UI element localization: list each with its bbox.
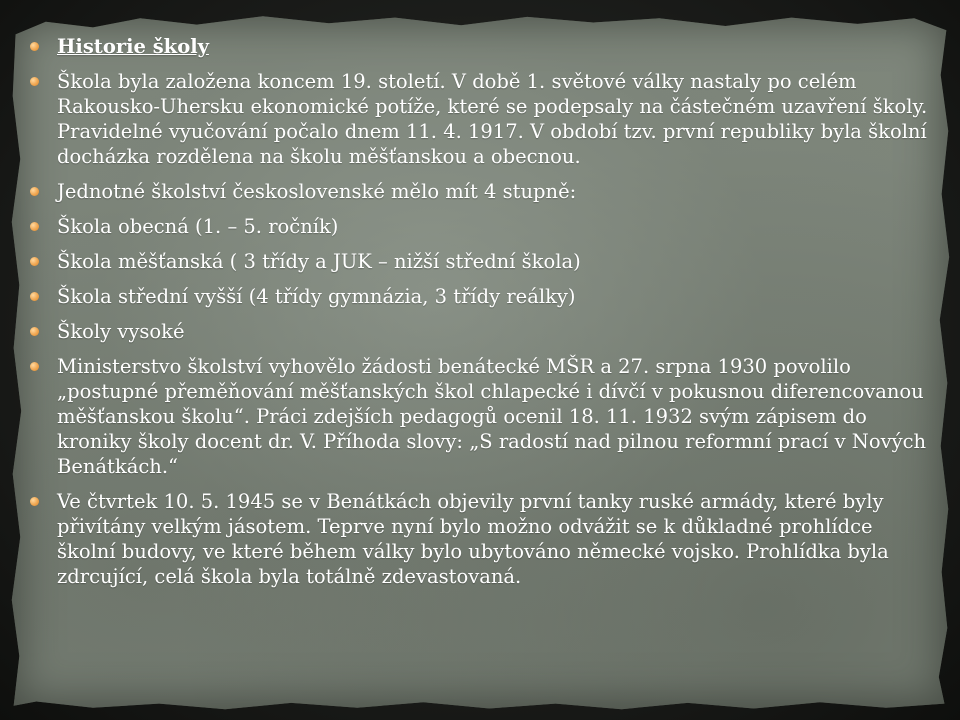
bullet-item-founding [30, 69, 930, 169]
bullet-item-school-system [30, 179, 930, 204]
bullet-text: Škola byla založena koncem 19. století. V době 1. světové války nastaly po celém Rakousko-Uhersku ekonomické potíže, které se podepsaly na částečném uzavření školy. Pravidelné vyučování počalo dnem 11. 4. 1917. V období tzv. první republiky byla školní docházka rozdělena na školu měšťanskou a obecnou. [57, 70, 928, 168]
bullet-text: Škola střední vyšší (4 třídy gymnázia, 3 třídy reálky) [57, 285, 576, 308]
bullet-text: Škola obecná (1. – 5. ročník) [57, 215, 339, 238]
bullet-dot-icon [30, 222, 39, 231]
bullet-item-stredni [30, 284, 930, 309]
bullet-list [30, 34, 930, 589]
bullet-item-heading [30, 34, 930, 59]
bullet-dot-icon [30, 497, 39, 506]
bullet-item-mestanska [30, 249, 930, 274]
bullet-dot-icon [30, 77, 39, 86]
slide-content [30, 34, 930, 599]
bullet-dot-icon [30, 292, 39, 301]
bullet-text: Ve čtvrtek 10. 5. 1945 se v Benátkách objevily první tanky ruské armády, které byly přivítány velkým jásotem. Teprve nyní bylo možno odvážit se k důkladné prohlídce školní budovy, ve které během války bylo ubytováno německé vojsko. Prohlídka byla zdrcující, celá škola byla totálně zdevastovaná. [57, 490, 889, 588]
bullet-dot-icon [30, 327, 39, 336]
bullet-item-vysoke [30, 319, 930, 344]
bullet-dot-icon [30, 187, 39, 196]
bullet-dot-icon [30, 362, 39, 371]
bullet-dot-icon [30, 42, 39, 51]
bullet-item-1945 [30, 489, 930, 589]
bullet-text: Škola měšťanská ( 3 třídy a JUK – nižší střední škola) [57, 250, 581, 273]
bullet-item-obecna [30, 214, 930, 239]
bullet-item-ministry [30, 354, 930, 479]
bullet-text: Školy vysoké [57, 320, 185, 343]
section-heading: Historie školy [57, 35, 209, 58]
bullet-text: Jednotné školství československé mělo mít 4 stupně: [57, 180, 577, 203]
bullet-dot-icon [30, 257, 39, 266]
bullet-text: Ministerstvo školství vyhovělo žádosti benátecké MŠR a 27. srpna 1930 povolilo „postupné přeměňování měšťanských škol chlapecké i dívčí v pokusnou diferencovanou měšťanskou školu“. Práci zdejších pedagogů ocenil 18. 11. 1932 svým zápisem do kroniky školy docent dr. V. Příhoda slovy: „S radostí nad pilnou reformní prací v Nových Benátkách.“ [57, 355, 927, 478]
